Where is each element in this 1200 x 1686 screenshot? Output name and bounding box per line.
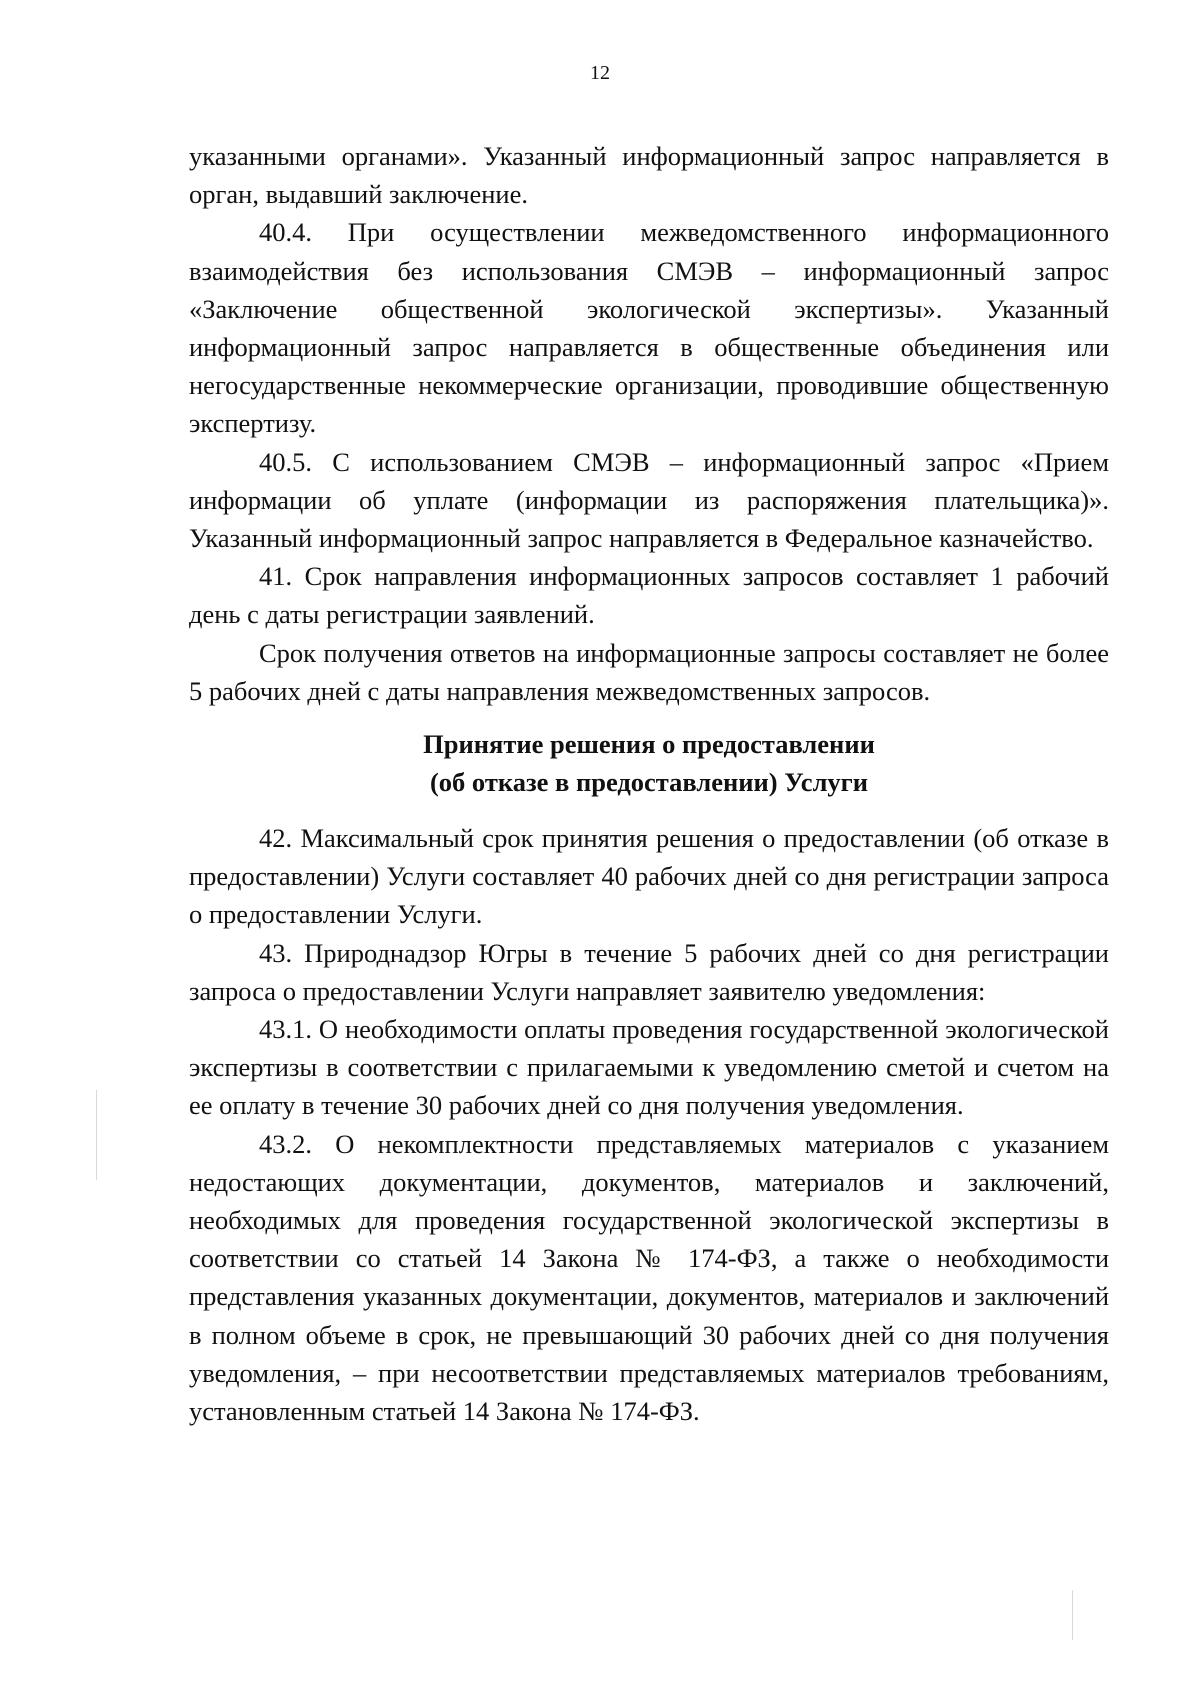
paragraph-40-4: 40.4. При осуществлении межведомственного информационного взаимодействия без использования СМЭВ – информационный запрос «Заключение общественной экологической экспертизы». Указанный информационный запрос направляется в общественные объединения или негосударственные некоммерческие организации, проводившие общественную экспертизу. xyxy=(189,217,1109,439)
paragraph-43: 43. Природнадзор Югры в течение 5 рабочих дней со дня регистрации запроса о предоставлении Услуги направляет заявителю уведомления: xyxy=(189,937,1109,1006)
section-heading-line-1: Принятие решения о предоставлении xyxy=(423,729,875,760)
page-number: 12 xyxy=(590,62,610,84)
paragraph-42: 42. Максимальный срок принятия решения о предоставлении (об отказе в предоставлении) Услуги составляет 40 рабочих дней со дня регистрации запроса о предоставлении Услуги. xyxy=(189,823,1109,930)
paragraph-40-5: 40.5. С использованием СМЭВ – информационный запрос «Прием информации об уплате (информации из распоряжения плательщика)». Указанный информационный запрос направляется в Федеральное казначейство. xyxy=(189,446,1109,554)
section-heading-line-2: (об отказе в предоставлении) Услуги xyxy=(429,767,868,798)
paragraph-43-2: 43.2. О некомплектности представляемых материалов с указанием недостающих документации, документов, материалов и заключений, необходимых для проведения государственной экологической экспертизы в соответствии со статьей 14 Закона № 174-ФЗ, а также о необходимости представления указанных документации, документов, материалов и заключений в полном объеме в срок, не превышающий 30 рабочих дней со дня получения уведомления, – при несоответствии представляемых материалов требованиям, установленным статьей 14 Закона № 174-ФЗ. xyxy=(189,1128,1109,1427)
paragraph-41-response-term: Срок получения ответов на информационные запросы составляет не более 5 рабочих дней с даты направления межведомственных запросов. xyxy=(189,637,1109,706)
paragraph-41: 41. Срок направления информационных запросов составляет 1 рабочий день с даты регистрации заявлений. xyxy=(189,561,1109,630)
scan-edge-mark-right xyxy=(1072,1590,1073,1640)
section-heading xyxy=(189,725,1109,801)
document-body xyxy=(189,137,1109,1430)
scan-edge-mark-left xyxy=(96,1090,97,1180)
paragraph-43-1: 43.1. О необходимости оплаты проведения государственной экологической экспертизы в соответствии с прилагаемыми к уведомлению сметой и счетом на ее оплату в течение 30 рабочих дней со дня получения уведомления. xyxy=(189,1014,1109,1121)
paragraph-continuation: указанными органами». Указанный информационный запрос направляется в орган, выдавший заключение. xyxy=(189,141,1109,210)
